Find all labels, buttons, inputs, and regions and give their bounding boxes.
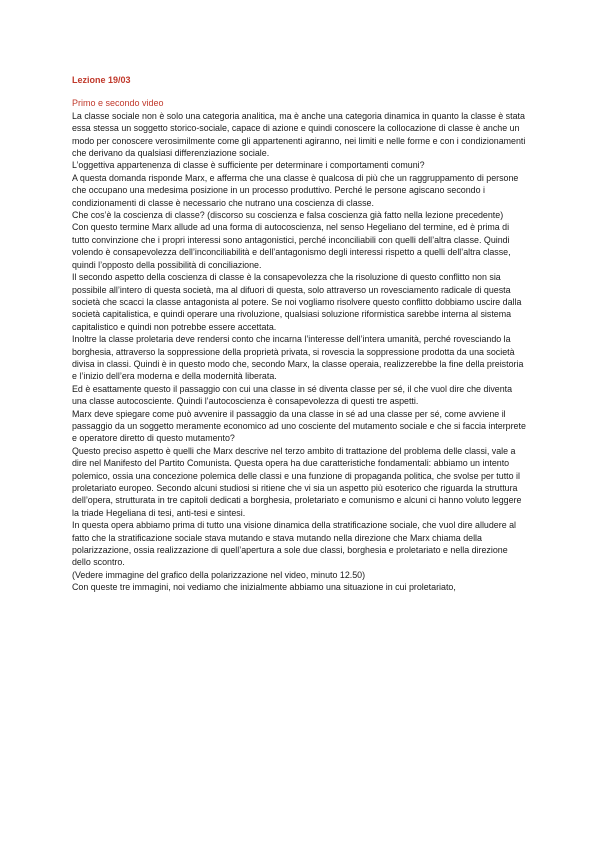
paragraph-10: Questo preciso aspetto è quelli che Marx descrive nel terzo ambito di trattazione del problema delle classi, vale a dire nel Manifesto del Partito Comunista. Questa opera ha due caratteristiche fondamentali: abbiamo un intento polemico, ossia una concezione polemica delle classi e una funzione di propaganda politica, che svolse per tutto il proletariato europeo. Secondo alcuni studiosi si ritiene che vi sia un aspetto più esoterico che riguarda la struttura dell’opera, strutturata in tre capitoli dedicati a borghesia, proletariato e comunismo e alcuni ci hanno voluto leggere la triade Hegeliana di tesi, anti-tesi e sintesi. xyxy=(72,445,522,518)
paragraph-7: Inoltre la classe proletaria deve rendersi conto che incarna l’interesse dell’intera umanità, perché rovesciando la borghesia, attraverso la soppressione della proprietà privata, si rovescia la soppressione prodotta da una società divisa in classi. Quindi è in questo modo che, secondo Marx, la classe operaia, realizzerebbe la fine della preistoria e l’inizio dell’era moderna e della modernità liberata. xyxy=(72,334,524,382)
paragraph-4: Che cos’è la coscienza di classe? (discorso su coscienza e falsa coscienza già fatto nella lezione precedente) xyxy=(72,210,504,221)
paragraph-12: (Vedere immagine del grafico della polarizzazione nel video, minuto 12.50) xyxy=(72,569,366,580)
paragraph-8: Ed è esattamente questo il passaggio con cui una classe in sé diventa classe per sé, il che vuol dire che diventa una classe autocosciente. Quindi l’autocoscienza è consapevolezza di questi tre aspetti. xyxy=(72,383,513,407)
document-page xyxy=(72,74,528,594)
section-subtitle: Primo e secondo video xyxy=(72,98,164,109)
lesson-title: Lezione 19/03 xyxy=(72,75,131,85)
paragraph-1: La classe sociale non è solo una categoria analitica, ma è anche una categoria dinamica in quanto la classe è stata essa stessa un soggetto storico-sociale, capace di azione e quindi conoscere la collocazione di classe è anche un modo per conoscere verosimilmente come gli appartenenti agiranno, nei limiti e nelle forme e con i condizionamenti che derivano da qualsiasi differenziazione sociale. xyxy=(72,110,526,159)
paragraph-13: Con queste tre immagini, noi vediamo che inizialmente abbiamo una situazione in cui proletariato, xyxy=(72,582,456,593)
paragraph-2: L’oggettiva appartenenza di classe è sufficiente per determinare i comportamenti comuni? xyxy=(72,160,425,171)
paragraph-9: Marx deve spiegare come può avvenire il passaggio da una classe in sé ad una classe per sé, come avviene il passaggio da un soggetto meramente economico ad uno cosciente del mutamento sociale e che si faccia interprete e operatore diretto di questo mutamento? xyxy=(72,408,526,444)
paragraph-3: A questa domanda risponde Marx, e afferma che una classe è qualcosa di più che un raggruppamento di persone che occupano una medesima posizione in un processo produttivo. Perché le persone agiscano secondo i condizionamenti di classe è necessario che nutrano una coscienza di classe. xyxy=(72,172,519,208)
paragraph-5: Con questo termine Marx allude ad una forma di autocoscienza, nel senso Hegeliano del termine, ed è prima di tutto convinzione che i propri interessi sono antagonistici, perché inconciliabili con quelli dell’altra classe. Quindi volendo è consapevolezza dell’inconciliabilità e dell’antagonismo degli interessi rispetto a quelli dell’altra classe, quindi l’opposto della possibilità di conciliazione. xyxy=(72,222,511,270)
paragraph-11: In questa opera abbiamo prima di tutto una visione dinamica della stratificazione sociale, che vuol dire alludere al fatto che la stratificazione sociale stava mutando e stava mutando nella direzione che Marx chiama della polarizzazione, ossia realizzazione di quell’apertura a sole due classi, borghesia e proletariato e nella direzione dello scontro. xyxy=(72,520,517,568)
paragraph-6: Il secondo aspetto della coscienza di classe è la consapevolezza che la risoluzione di questo conflitto non sia possibile all’intero di questa società, ma al difuori di questa, solo attraverso un rovesciamento radicale di questa società che scacci la classe antagonista al potere. Se noi vogliamo risolvere questo conflitto dobbiamo uscire dalla società capitalistica, e quindi operare una rivoluzione, qualsiasi soluzione riformistica sarebbe interna al sistema capitalistico e quindi non potrebbe essere accettata. xyxy=(72,272,522,332)
